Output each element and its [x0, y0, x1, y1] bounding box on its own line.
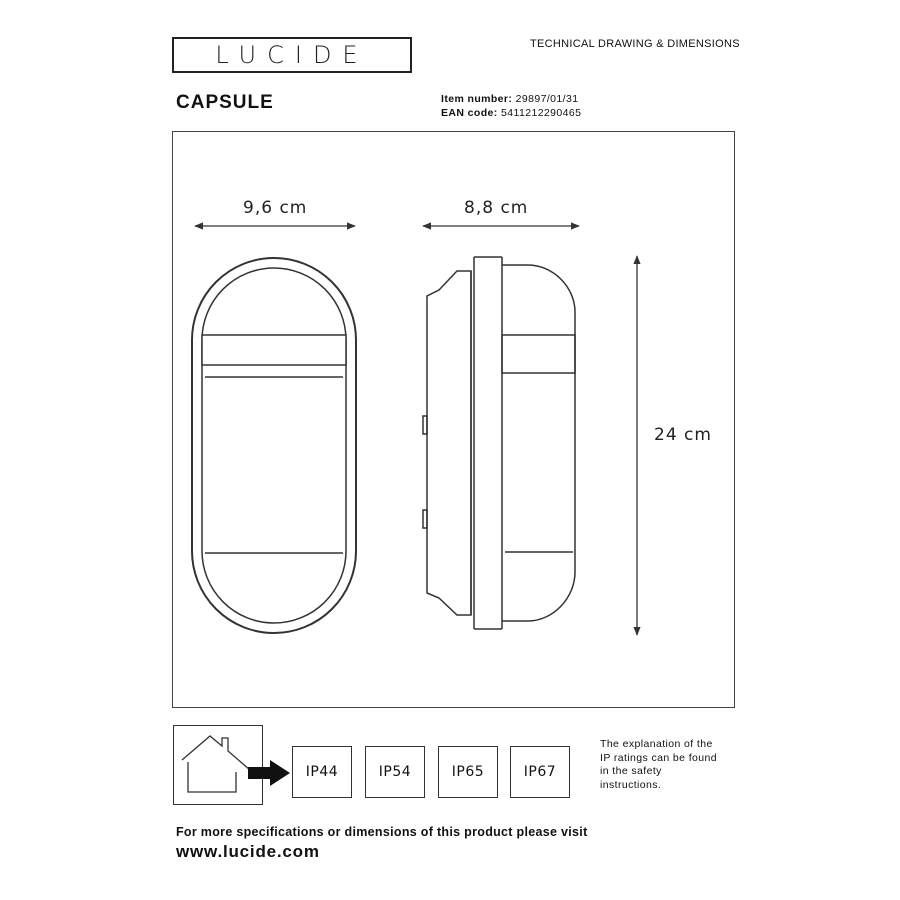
- height-label: 24 cm: [654, 425, 712, 445]
- product-name: CAPSULE: [176, 92, 274, 113]
- ip-rating-badge: IP65: [438, 746, 498, 798]
- item-number-label: Item number:: [441, 93, 513, 105]
- side-depth-label: 8,8 cm: [464, 198, 529, 218]
- brand-logo: [172, 37, 412, 73]
- ip-note-line: IP ratings can be found: [600, 751, 717, 764]
- technical-drawing: [173, 132, 736, 709]
- technical-drawing-frame: [172, 131, 735, 708]
- website-url: www.lucide.com: [176, 842, 320, 861]
- ip-rating-badge: IP67: [510, 746, 570, 798]
- ean-code-label: EAN code:: [441, 107, 498, 119]
- ip-note-line: The explanation of the: [600, 738, 713, 750]
- front-width-label: 9,6 cm: [243, 198, 308, 218]
- ip-rating-badge: IP44: [292, 746, 352, 798]
- ean-code: [441, 107, 581, 119]
- footer-text: For more specifications or dimensions of this product please visit: [176, 825, 588, 839]
- front-view-drawing: [192, 258, 356, 633]
- ean-code-value: 5411212290465: [501, 107, 582, 119]
- item-number-value: 29897/01/31: [515, 93, 579, 105]
- ip-rating-badge: IP54: [365, 746, 425, 798]
- side-view-drawing: [423, 257, 575, 629]
- arrow-right-icon: [248, 757, 292, 789]
- document-type-title: TECHNICAL DRAWING & DIMENSIONS: [530, 38, 740, 50]
- item-number: [441, 93, 578, 105]
- brand-logo-text: LUCIDE: [215, 41, 369, 69]
- ip-rating-note: [600, 738, 717, 792]
- ip-note-line: instructions.: [600, 778, 662, 791]
- ip-note-line: in the safety: [600, 765, 662, 777]
